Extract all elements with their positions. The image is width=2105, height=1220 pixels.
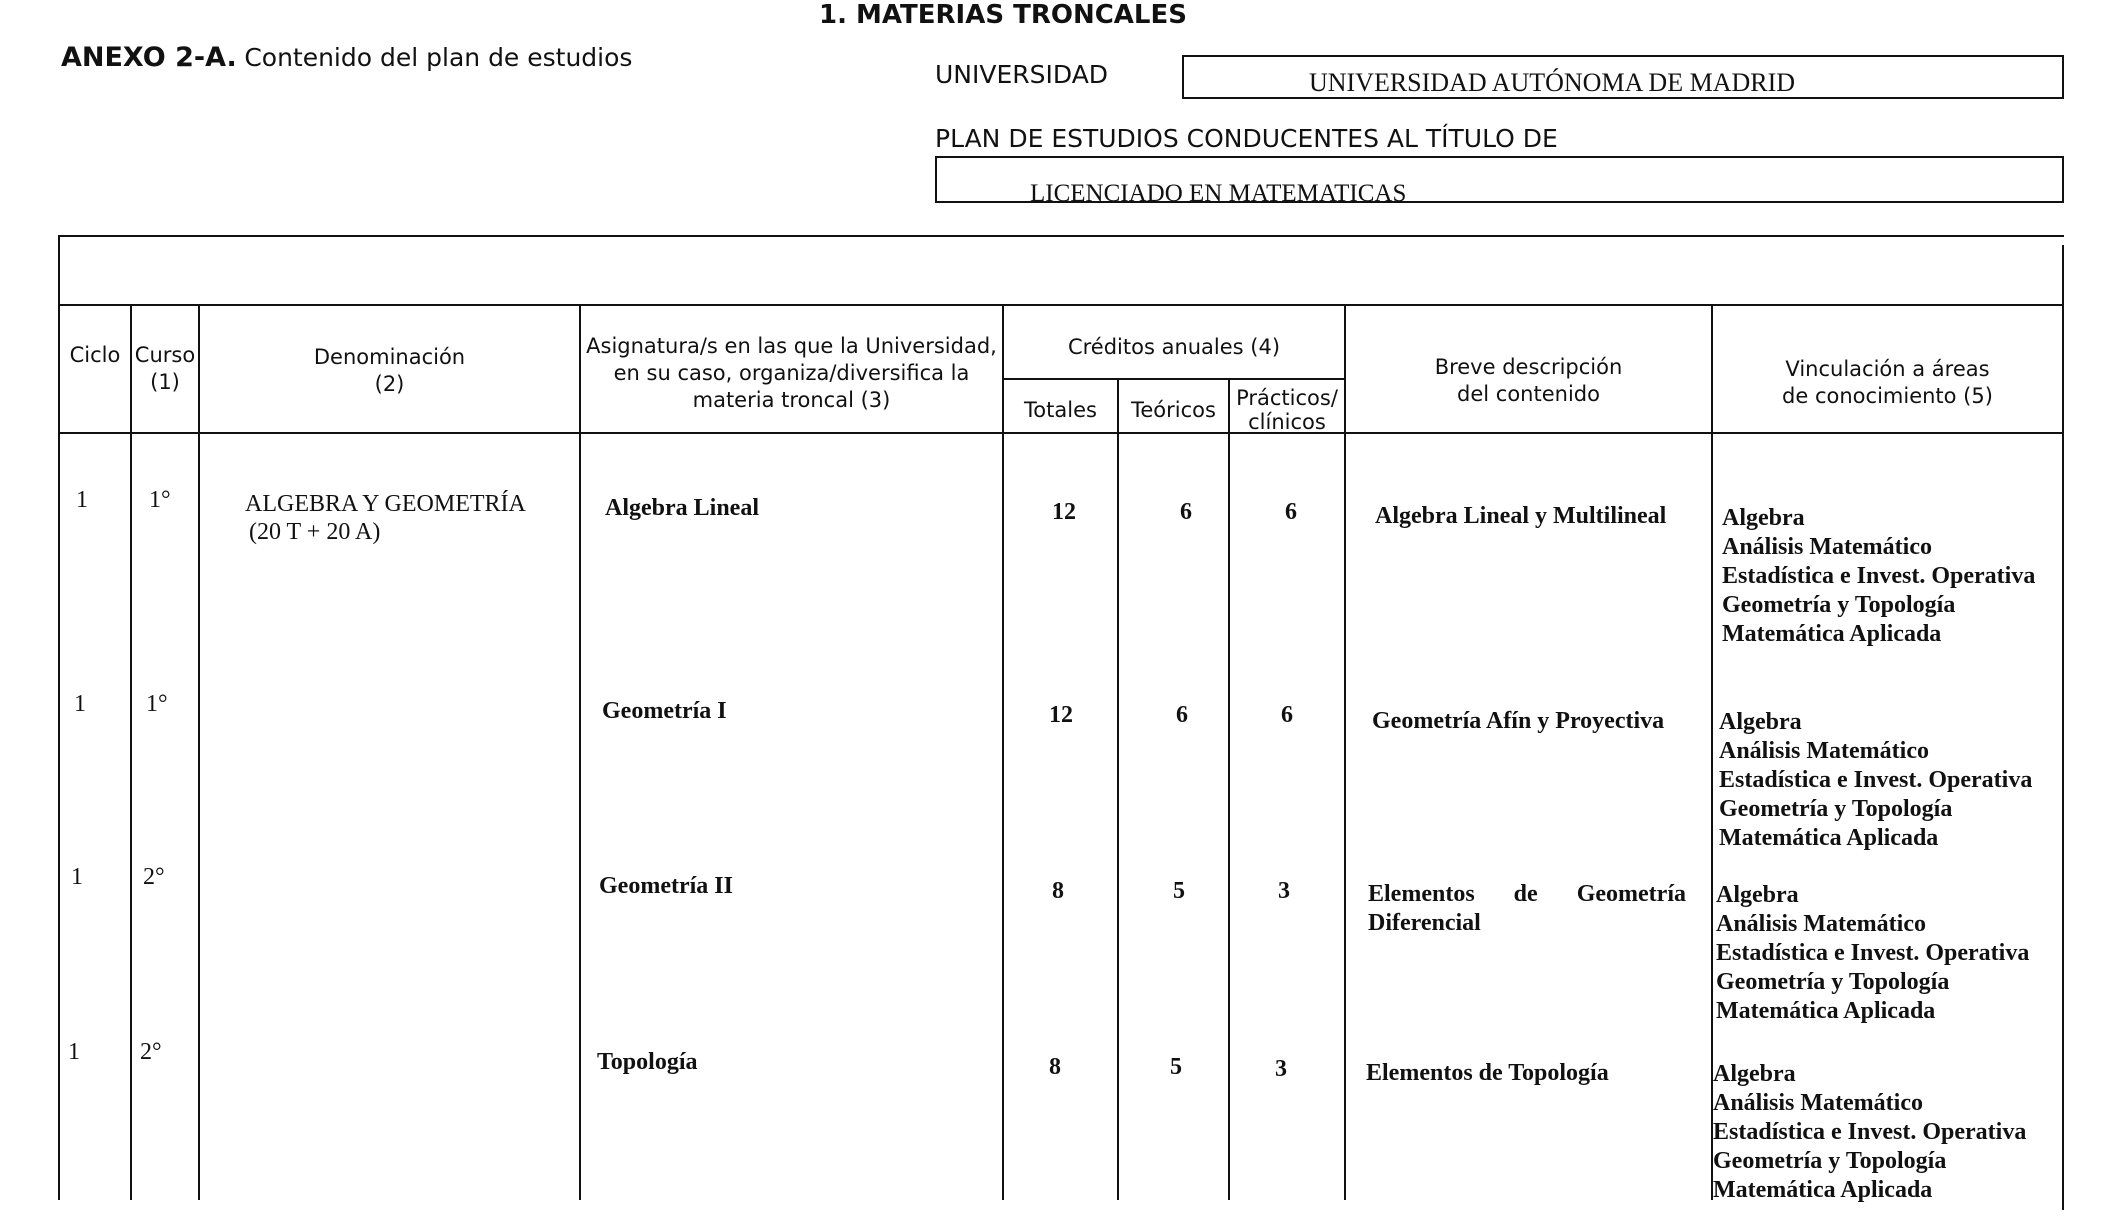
row-totales: 12 (1049, 702, 1073, 728)
row-curso: 1° (149, 487, 171, 513)
denominacion-name: ALGEBRA Y GEOMETRÍA (245, 491, 526, 517)
row-practicos: 6 (1285, 499, 1297, 525)
col-totales-header: Totales (1024, 398, 1097, 422)
col-denominacion-note: (2) (374, 372, 405, 396)
area-item: Estadística e Invest. Operativa (1716, 940, 2030, 966)
row-ciclo: 1 (74, 691, 86, 717)
row-descripcion: Algebra Lineal y Multilineal (1375, 503, 1667, 529)
col-practicos-line2: clínicos (1248, 410, 1326, 434)
area-item: Análisis Matemático (1716, 911, 1926, 937)
row-teoricos: 5 (1170, 1054, 1182, 1080)
row-practicos: 6 (1281, 702, 1293, 728)
area-item: Matemática Aplicada (1719, 825, 1939, 851)
area-item: Geometría y Topología (1716, 969, 1950, 995)
row-teoricos: 6 (1176, 702, 1188, 728)
area-item: Análisis Matemático (1719, 738, 1929, 764)
row-asignatura: Geometría II (599, 873, 733, 899)
row-practicos: 3 (1278, 878, 1290, 904)
col-descripcion-line1: Breve descripción (1434, 355, 1623, 379)
area-item: Algebra (1719, 709, 1802, 735)
col-descripcion-line2: del contenido (1457, 382, 1600, 406)
col-denominacion-header (200, 344, 579, 398)
row-areas (1722, 504, 2035, 649)
area-item: Algebra (1722, 505, 1805, 531)
area-item: Geometría y Topología (1713, 1148, 1947, 1174)
col-practicos-header (1230, 386, 1344, 434)
area-item: Estadística e Invest. Operativa (1713, 1119, 2027, 1145)
area-item: Geometría y Topología (1722, 592, 1956, 618)
plan-label: PLAN DE ESTUDIOS CONDUCENTES AL TÍTULO DE (935, 124, 1558, 153)
col-asignatura-line1: Asignatura/s en las que la Universidad, (586, 334, 997, 358)
row-teoricos: 6 (1180, 499, 1192, 525)
area-item: Análisis Matemático (1722, 534, 1932, 560)
degree-name: LICENCIADO EN MATEMATICAS (1030, 180, 1407, 207)
col-asignatura-header (581, 333, 1002, 414)
row-asignatura: Geometría I (602, 698, 727, 724)
area-item: Matemática Aplicada (1713, 1177, 1933, 1203)
annex-heading (61, 42, 632, 73)
denominacion-credits: (20 T + 20 A) (249, 519, 381, 545)
university-label: UNIVERSIDAD (935, 60, 1109, 89)
area-item: Geometría y Topología (1719, 796, 1953, 822)
row-curso: 2° (140, 1039, 162, 1065)
area-item: Matemática Aplicada (1716, 998, 1936, 1024)
row-curso: 2° (143, 864, 165, 890)
row-areas (1713, 1060, 2026, 1205)
row-totales: 8 (1052, 878, 1064, 904)
col-descripcion-header (1346, 354, 1711, 408)
annex-description: Contenido del plan de estudios (244, 43, 633, 72)
col-vinculacion-line1: Vinculación a áreas (1785, 357, 1990, 381)
area-item: Estadística e Invest. Operativa (1722, 563, 2036, 589)
row-descripcion: Elementos de Geometría Diferencial (1368, 881, 1686, 936)
university-name: UNIVERSIDAD AUTÓNOMA DE MADRID (1308, 68, 1796, 97)
col-asignatura-line2: en su caso, organiza/diversifica la (613, 361, 970, 385)
col-denominacion-label: Denominación (313, 345, 466, 369)
row-totales: 8 (1049, 1054, 1061, 1080)
row-totales: 12 (1052, 499, 1076, 525)
row-areas (1719, 708, 2032, 853)
row-ciclo: 1 (68, 1039, 80, 1065)
col-curso-note: (1) (150, 370, 180, 394)
col-curso-label: Curso (134, 343, 196, 367)
col-vinculacion-header (1713, 356, 2062, 410)
row-asignatura: Topología (597, 1049, 698, 1075)
row-ciclo: 1 (71, 864, 83, 890)
area-item: Matemática Aplicada (1722, 621, 1942, 647)
row-curso: 1° (146, 691, 168, 717)
col-creditos-header: Créditos anuales (4) (1067, 335, 1281, 359)
col-practicos-line1: Prácticos/ (1236, 386, 1338, 410)
col-asignatura-line3: materia troncal (3) (692, 388, 891, 412)
row-asignatura: Algebra Lineal (605, 495, 759, 521)
col-vinculacion-line2: de conocimiento (5) (1782, 384, 1993, 408)
area-item: Análisis Matemático (1713, 1090, 1923, 1116)
row-ciclo: 1 (76, 487, 88, 513)
area-item: Estadística e Invest. Operativa (1719, 767, 2033, 793)
col-ciclo-header: Ciclo (69, 343, 121, 367)
area-item: Algebra (1716, 882, 1799, 908)
annex-label: ANEXO 2-A. (61, 42, 237, 73)
area-item: Algebra (1713, 1061, 1796, 1087)
row-areas (1716, 881, 2029, 1026)
section-title: 1. MATERIAS TRONCALES (819, 0, 1187, 30)
row-practicos: 3 (1275, 1056, 1287, 1082)
row-descripcion: Geometría Afín y Proyectiva (1372, 708, 1665, 734)
col-teoricos-header: Teóricos (1131, 398, 1216, 422)
col-curso-header (132, 342, 198, 396)
row-teoricos: 5 (1173, 878, 1185, 904)
row-descripcion: Elementos de Topología (1366, 1060, 1609, 1086)
